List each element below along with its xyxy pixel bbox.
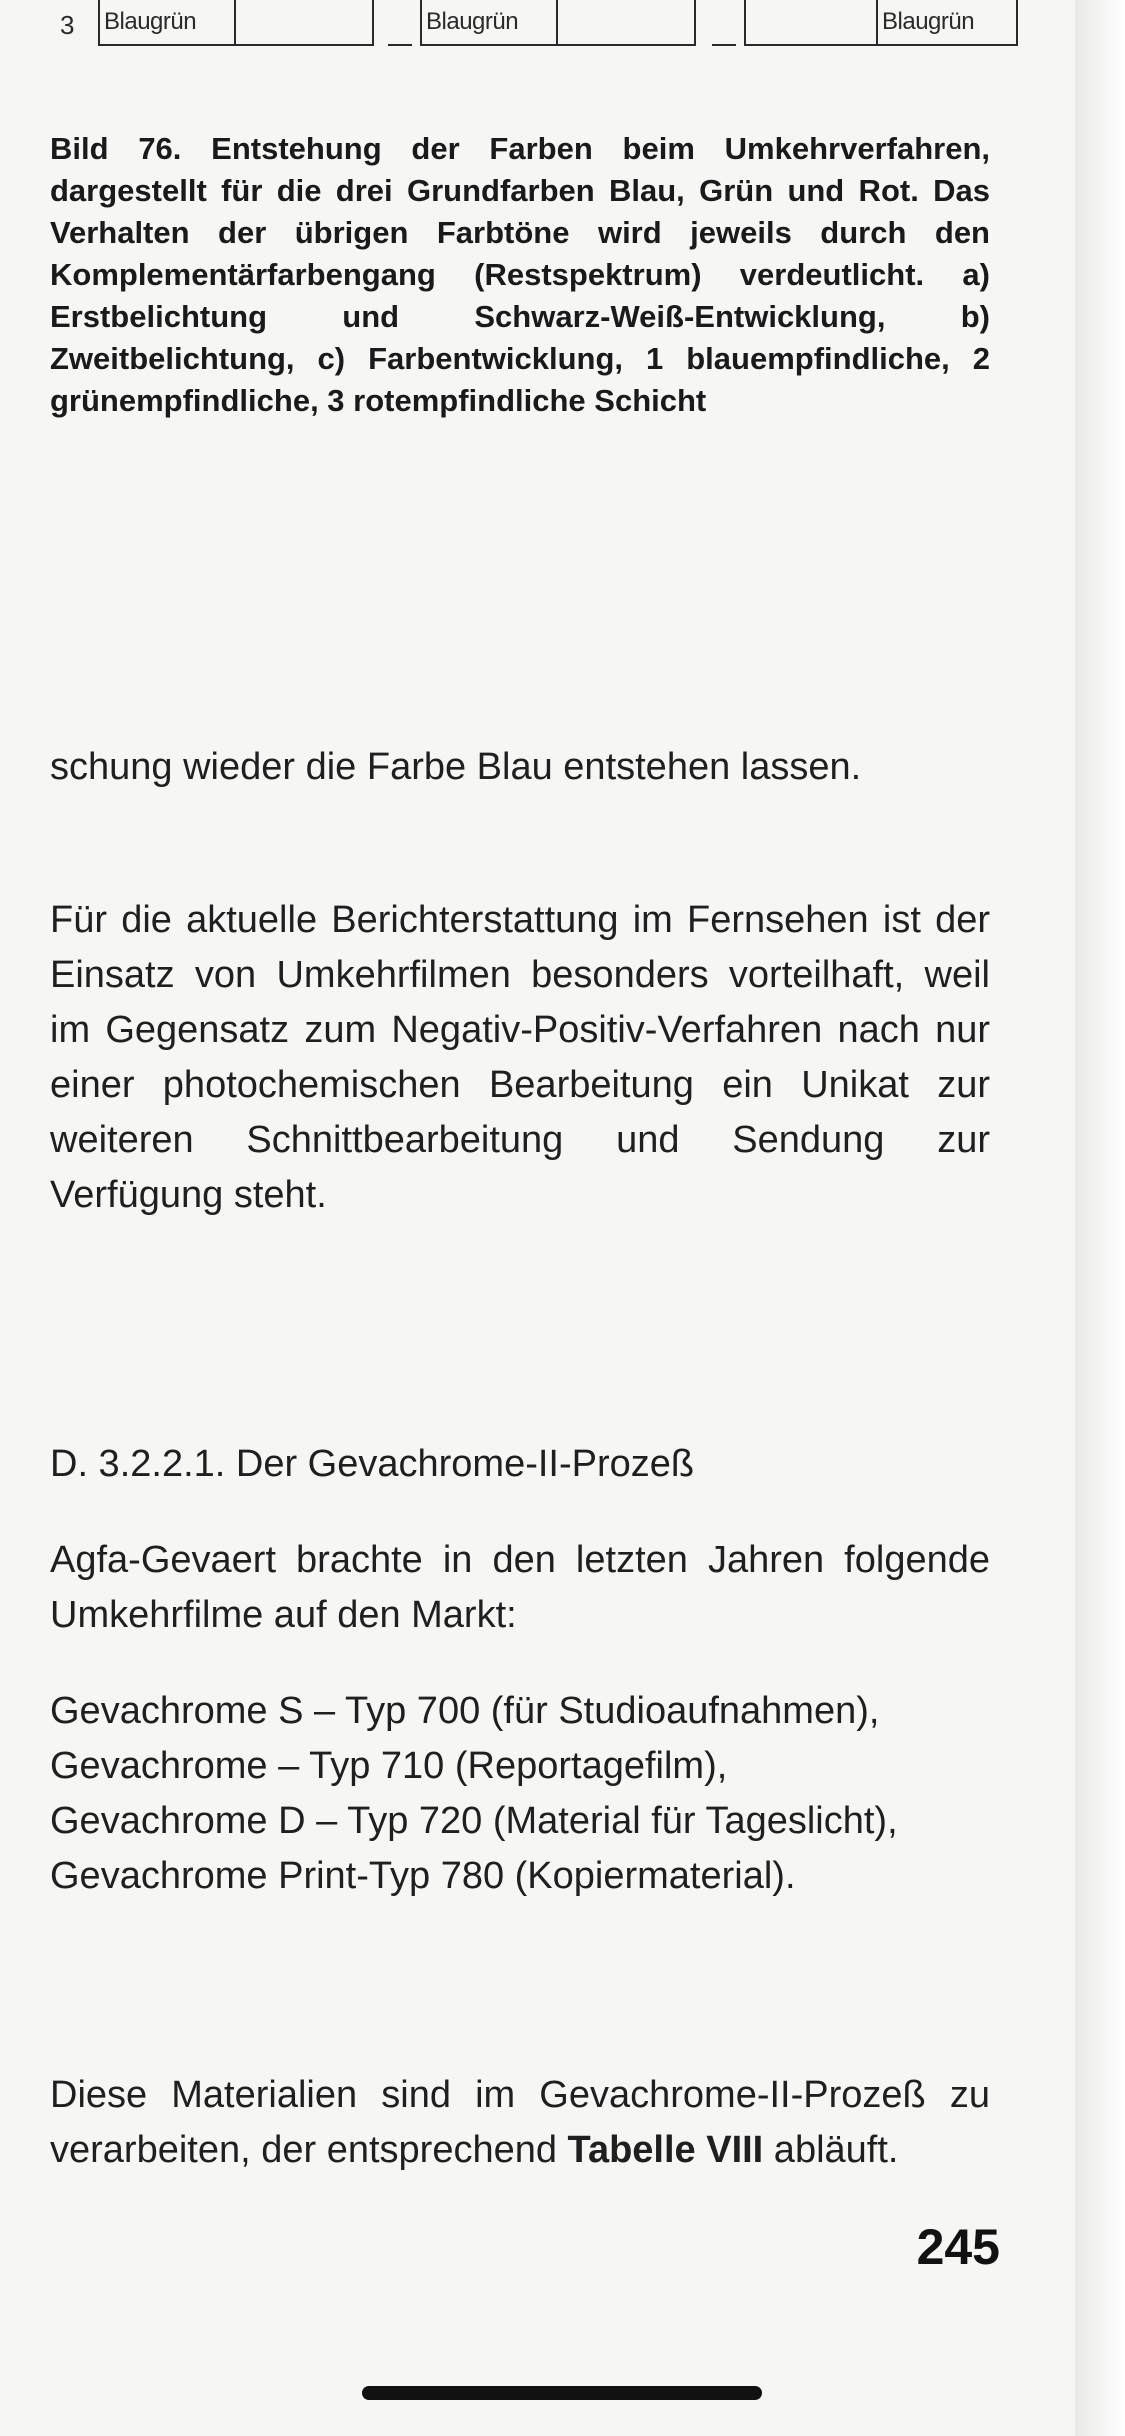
film-list-item: Gevachrome – Typ 710 (Reportagefilm), (50, 1745, 728, 1787)
film-list (50, 1684, 990, 1904)
figure-column-a (98, 0, 374, 52)
paragraph-process (50, 2068, 990, 2178)
figure-label: Blaugrün (104, 8, 197, 35)
figure-bottom-row (50, 0, 1010, 56)
table-reference: Tabelle VIII (567, 2129, 764, 2171)
figure-box (420, 0, 558, 46)
film-list-item: Gevachrome Print-Typ 780 (Kopiermaterial). (50, 1855, 796, 1897)
paragraph-process-text: Diese Materialien sind im Gevachrome-II-Prozeß zu verarbeiten, der entsprechend (50, 2074, 990, 2171)
figure-connector (712, 44, 736, 46)
paragraph-television: Für die aktuelle Berichterstattung im Fernsehen ist der Einsatz von Umkehrfilmen besonders vorteilhaft, weil im Gegensatz zum Negativ-Positiv-Verfahren nach nur einer photochemischen Bearbeitung ein Unikat zur weiteren Schnittbearbeitung und Sendung zur Verfügung steht. (50, 899, 990, 1216)
figure-box (744, 0, 878, 46)
film-list-item: Gevachrome D – Typ 720 (Material für Tageslicht), (50, 1800, 898, 1842)
paragraph-agfa: Agfa-Gevaert brachte in den letzten Jahren folgende Umkehrfilme auf den Markt: (50, 1539, 990, 1636)
paragraph-process-end: abläuft. (763, 2129, 899, 2171)
figure-column-b (420, 0, 696, 52)
figure-box (236, 0, 374, 46)
figure-caption: Bild 76. Entstehung der Farben beim Umkehrverfahren, dargestellt für die drei Grundfarben Blau, Grün und Rot. Das Verhalten der übrigen Farbtöne wird jeweils durch den Komplementärfarbengang (Restspektrum) verdeutlicht. a) Erstbelichtung und Schwarz-Weiß-Entwicklung, b) Zweitbelichtung, c) Farbentwicklung, 1 blauempfindliche, 2 grünempfindliche, 3 rotempfindliche Schicht (50, 131, 990, 418)
film-list-item: Gevachrome S – Typ 700 (für Studioaufnahmen), (50, 1690, 880, 1732)
figure-row-number: 3 (60, 10, 75, 40)
figure-box (878, 0, 1018, 46)
page-number: 245 (916, 2219, 1000, 2275)
figure-column-c (744, 0, 1018, 52)
section-heading: D. 3.2.2.1. Der Gevachrome-II-Prozeß (50, 1443, 695, 1485)
paragraph-continuation: schung wieder die Farbe Blau entstehen lassen. (50, 746, 862, 788)
figure-label: Blaugrün (882, 8, 975, 35)
figure-box (558, 0, 696, 46)
home-indicator[interactable] (362, 2386, 762, 2400)
figure-connector (388, 44, 412, 46)
figure-label: Blaugrün (426, 8, 519, 35)
page-edge-shadow (1075, 0, 1125, 2436)
figure-box (98, 0, 236, 46)
